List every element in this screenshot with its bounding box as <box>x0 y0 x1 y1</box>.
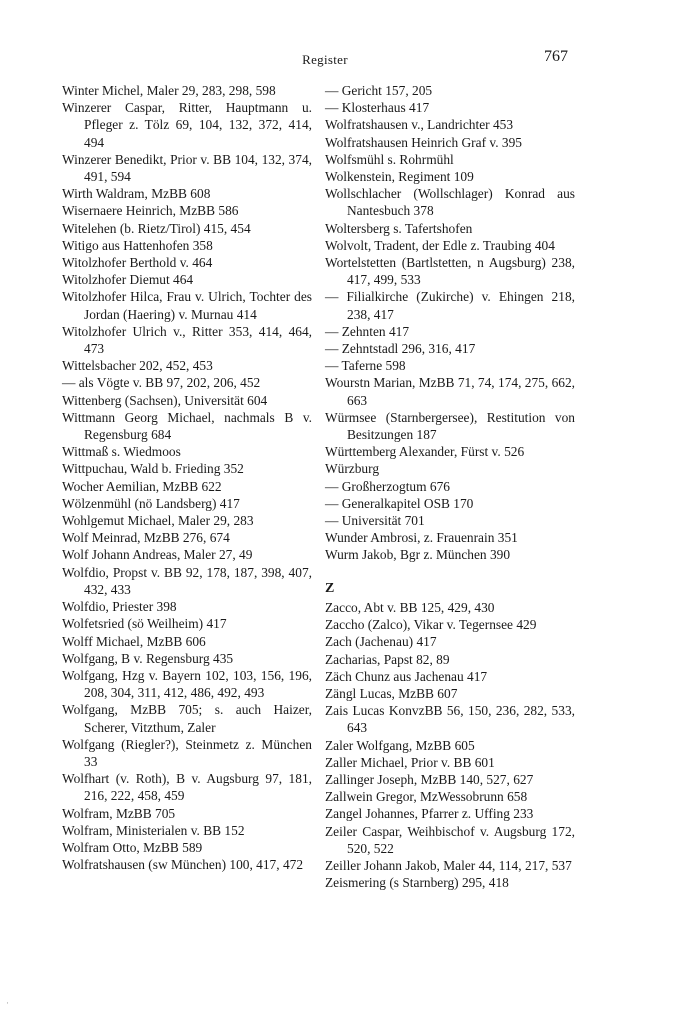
index-entry: — Taferne 598 <box>325 358 406 374</box>
index-entry: — Universität 701 <box>325 513 425 529</box>
index-entry: Zaler Wolfgang, MzBB 605 <box>325 737 475 753</box>
index-entry: Wollschlacher (Wollschlager) Konrad aus Nantesbuch 378 <box>325 186 575 219</box>
index-entry: Wittpuchau, Wald b. Frieding 352 <box>62 461 244 477</box>
index-entry: Wurm Jakob, Bgr z. München 390 <box>325 547 511 563</box>
index-entry: — Gericht 157, 205 <box>325 83 433 98</box>
index-entry: Wolfsmühl s. Rohrmühl <box>325 151 454 167</box>
index-entry: Wisernaere Heinrich, MzBB 586 <box>62 203 239 219</box>
index-entry: Zacco, Abt v. BB 125, 429, 430 <box>325 599 495 615</box>
index-entry: Zach (Jachenau) 417 <box>325 634 437 650</box>
page-title: Register <box>302 52 348 67</box>
index-entry: — Zehntstadl 296, 316, 417 <box>325 341 476 357</box>
index-entry: — als Vögte v. BB 97, 202, 206, 452 <box>62 375 261 391</box>
index-entry: Wolfram, MzBB 705 <box>62 805 176 821</box>
index-entry: Winter Michel, Maler 29, 283, 298, 598 <box>62 83 276 98</box>
index-entry: Zangel Johannes, Pfarrer z. Uffing 233 <box>325 806 534 822</box>
index-entry: Witigo aus Hattenhofen 358 <box>62 237 213 253</box>
index-entry: Würzburg <box>325 461 380 477</box>
index-entry: Zeismering (s Starnberg) 295, 418 <box>325 875 509 891</box>
index-entry: Witolzhofer Ulrich v., Ritter 353, 414, 464, 473 <box>62 323 312 357</box>
index-entry: Wirth Waldram, MzBB 608 <box>62 186 211 202</box>
index-entry: Zäch Chunz aus Jachenau 417 <box>325 668 488 684</box>
margin-mark: · <box>6 998 9 1008</box>
index-entry: Wocher Aemilian, MzBB 622 <box>62 478 222 494</box>
index-entry: Wolfgang, Hzg v. Bayern 102, 103, 156, 196, 208, 304, 311, 412, 486, 492, 493 <box>62 667 312 701</box>
section-letter-heading: Z <box>325 580 335 596</box>
index-entry: Zacharias, Papst 82, 89 <box>325 651 450 667</box>
index-entry: Württemberg Alexander, Fürst v. 526 <box>325 444 525 460</box>
index-entry: Wittenberg (Sachsen), Universität 604 <box>62 392 268 408</box>
index-entry: Wolvolt, Tradent, der Edle z. Traubing 404 <box>325 237 555 253</box>
index-entry: Wolfhart (v. Roth), B v. Augsburg 97, 181, 216, 222, 458, 459 <box>62 771 312 804</box>
index-entry: Wolfram Otto, MzBB 589 <box>62 839 203 855</box>
index-entry: Wolfgang, MzBB 705; s. auch Haizer, Scherer, Vitzthum, Zaler <box>62 702 312 735</box>
index-entry: Wolfetsried (sö Weilheim) 417 <box>62 616 227 632</box>
index-entry: Zallwein Gregor, MzWessobrunn 658 <box>325 789 528 805</box>
index-entry: Woltersberg s. Tafertshofen <box>325 220 473 236</box>
index-entry: — Großherzogtum 676 <box>325 478 450 494</box>
index-entry: Wolfgang (Riegler?), Steinmetz z. München 33 <box>62 736 312 769</box>
index-column-right <box>325 82 575 891</box>
index-entry: Zallinger Joseph, MzBB 140, 527, 627 <box>325 771 534 787</box>
index-entry: Wolf Meinrad, MzBB 276, 674 <box>62 530 230 546</box>
index-entry: Winzerer Caspar, Ritter, Hauptmann u. Pfleger z. Tölz 69, 104, 132, 372, 414, 494 <box>62 100 312 150</box>
index-entry: Witolzhofer Diemut 464 <box>62 272 194 288</box>
index-entry: Wourstn Marian, MzBB 71, 74, 174, 275, 662, 663 <box>325 375 575 408</box>
index-entry: Wolfram, Ministerialen v. BB 152 <box>62 822 245 838</box>
index-entry: Wölzenmühl (nö Landsberg) 417 <box>62 495 240 511</box>
index-entry: Wolkenstein, Regiment 109 <box>325 169 474 185</box>
index-entry: Wolfratshausen v., Landrichter 453 <box>325 117 514 133</box>
index-entry: Wolf Johann Andreas, Maler 27, 49 <box>62 547 253 563</box>
index-entry: Wolfgang, B v. Regensburg 435 <box>62 650 234 666</box>
index-entry: Wittelsbacher 202, 452, 453 <box>62 358 213 374</box>
index-entry: Wunder Ambrosi, z. Frauenrain 351 <box>325 530 518 546</box>
index-entry: Wohlgemut Michael, Maler 29, 283 <box>62 513 254 529</box>
index-entry: Zais Lucas KonvzBB 56, 150, 236, 282, 533, 643 <box>325 703 575 736</box>
index-column-left <box>62 82 312 873</box>
index-entries-z <box>325 599 575 891</box>
index-entry: — Generalkapitel OSB 170 <box>325 495 474 511</box>
running-head <box>0 48 700 72</box>
index-entry: Würmsee (Starnbergersee), Restitution von Besitzungen 187 <box>325 409 575 443</box>
index-entries-w <box>325 82 575 564</box>
index-entry: Zängl Lucas, MzBB 607 <box>325 685 458 701</box>
index-entry: Witelehen (b. Rietz/Tirol) 415, 454 <box>62 220 251 236</box>
index-entry: Zaller Michael, Prior v. BB 601 <box>325 754 495 770</box>
index-entry: Zaccho (Zalco), Vikar v. Tegernsee 429 <box>325 617 537 633</box>
index-entry: Winzerer Benedikt, Prior v. BB 104, 132, 374, 491, 594 <box>62 151 312 185</box>
page-number: 767 <box>544 48 568 65</box>
index-entry: Wolfratshausen (sw München) 100, 417, 472 <box>62 857 304 873</box>
index-entry: Wolfdio, Propst v. BB 92, 178, 187, 398, 407, 432, 433 <box>62 564 312 597</box>
index-entry: — Filialkirche (Zukirche) v. Ehingen 218, 238, 417 <box>325 289 575 322</box>
index-entry: Zeiller Johann Jakob, Maler 44, 114, 217, 537 <box>325 857 572 873</box>
index-entry: — Zehnten 417 <box>325 323 410 339</box>
index-entry: Zeiler Caspar, Weihbischof v. Augsburg 172, 520, 522 <box>325 823 575 856</box>
index-entry: Wittmann Georg Michael, nachmals B v. Regensburg 684 <box>62 409 312 443</box>
index-entry: Witolzhofer Hilca, Frau v. Ulrich, Tochter des Jordan (Haering) v. Murnau 414 <box>62 289 312 322</box>
index-entry: Wolfdio, Priester 398 <box>62 599 177 615</box>
index-entry: Wolff Michael, MzBB 606 <box>62 633 206 649</box>
index-entry: Wolfratshausen Heinrich Graf v. 395 <box>325 134 522 150</box>
index-entry: Witolzhofer Berthold v. 464 <box>62 255 213 271</box>
index-entry: Wittmaß s. Wiedmoos <box>62 444 181 460</box>
index-entry: Wortelstetten (Bartlstetten, n Augsburg) 238, 417, 499, 533 <box>325 255 575 288</box>
index-entry: — Klosterhaus 417 <box>325 100 430 116</box>
